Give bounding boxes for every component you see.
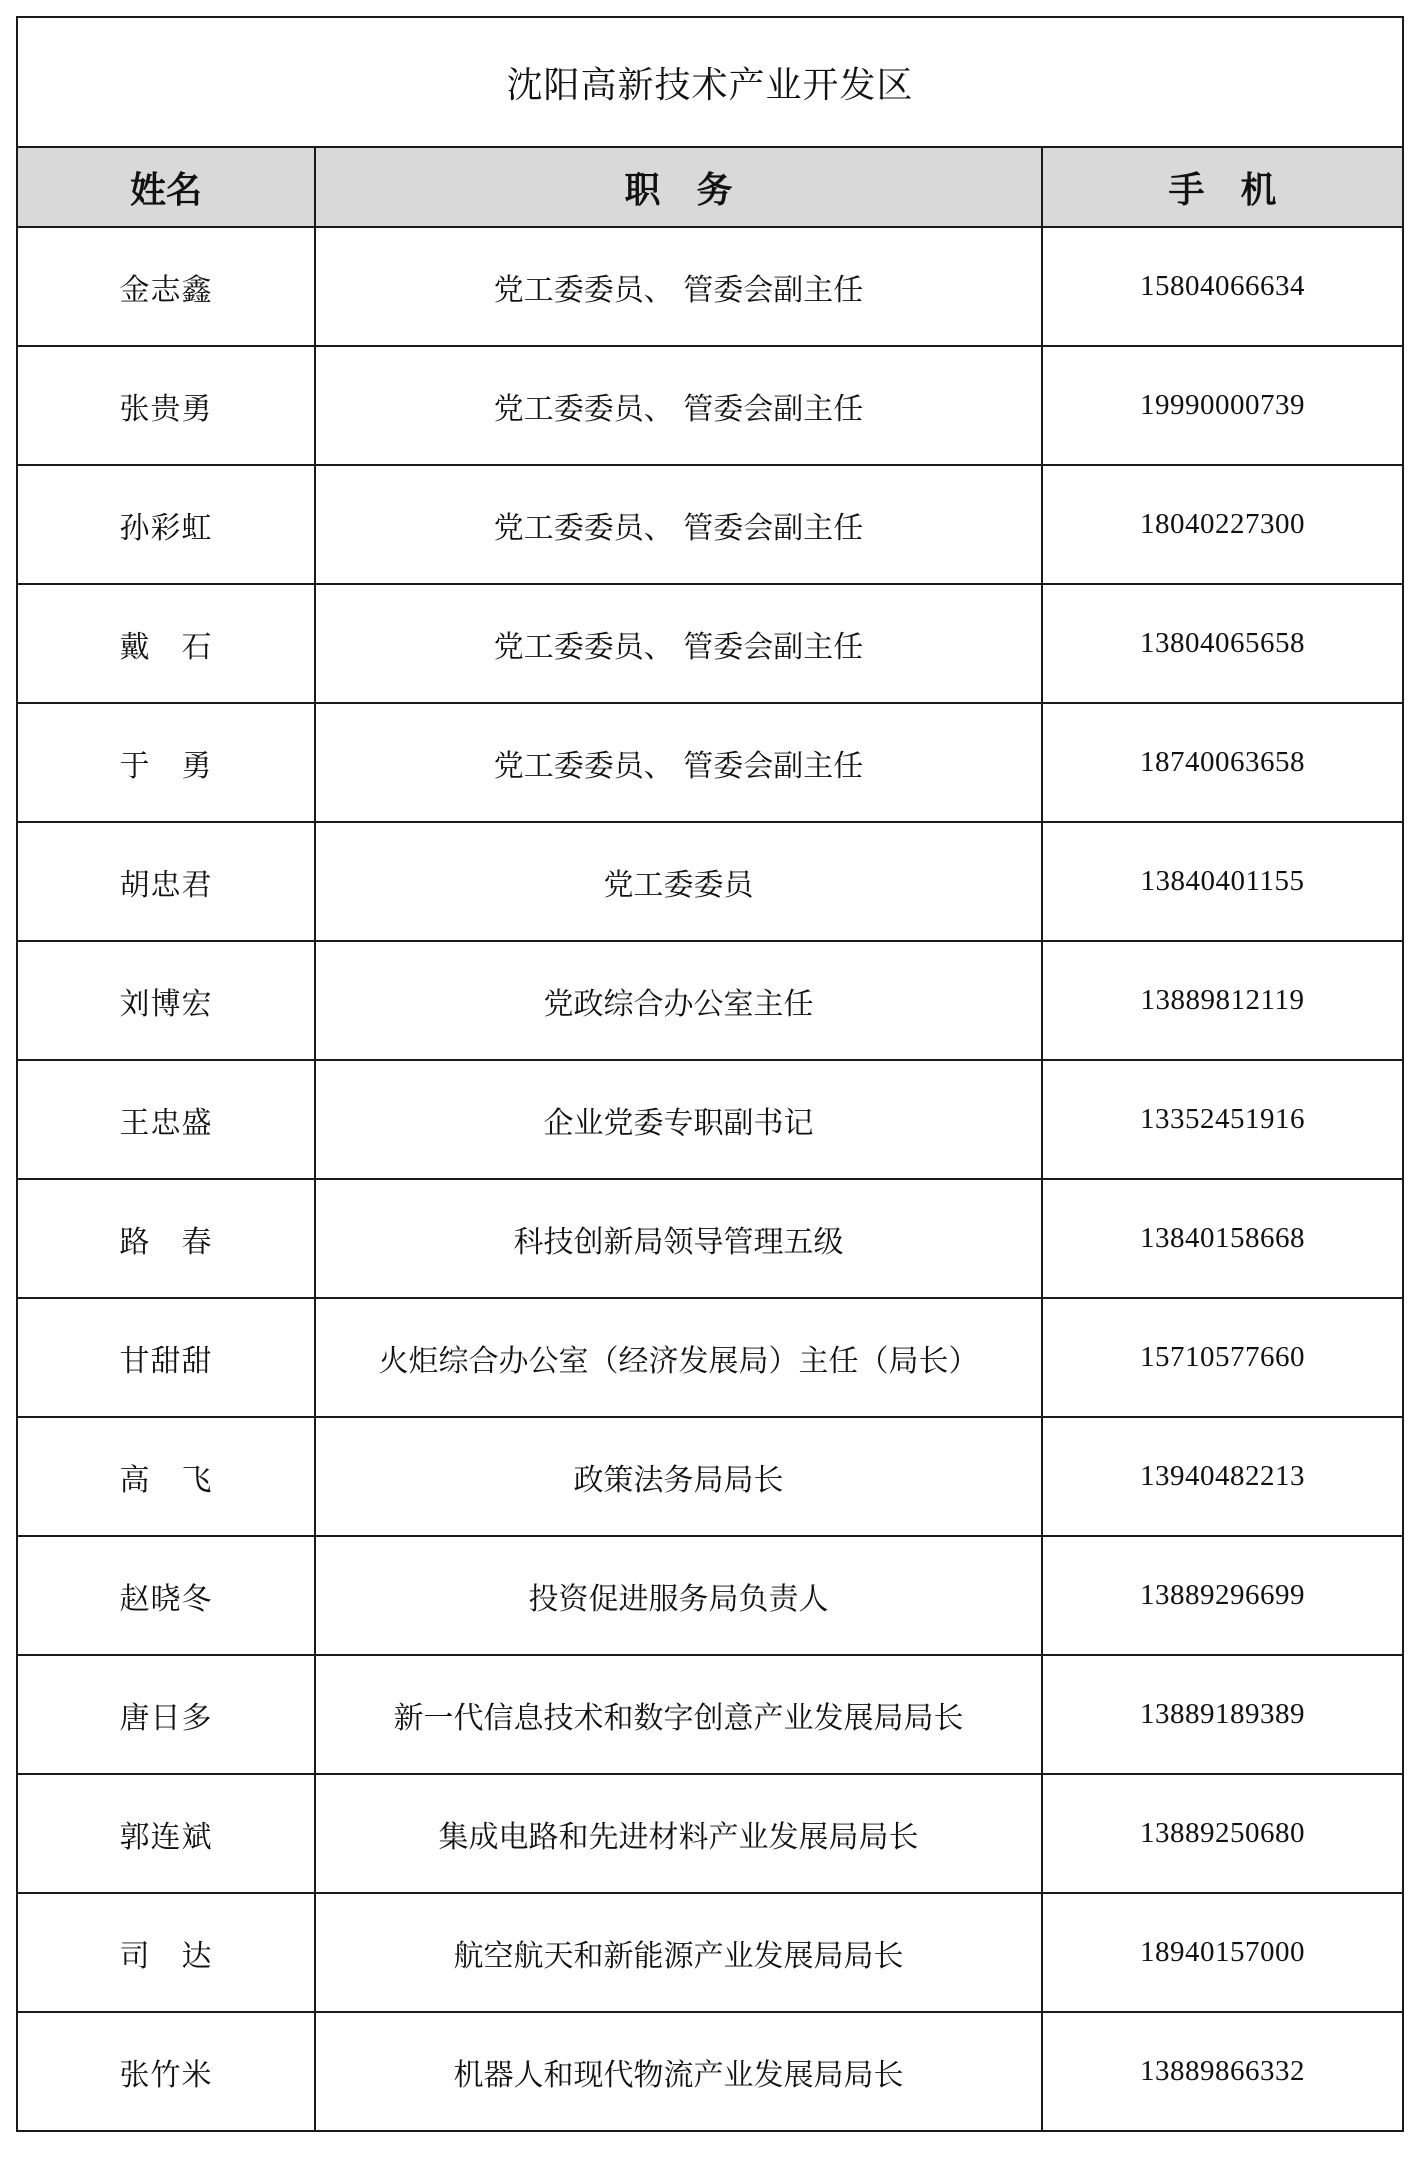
person-name: 于 勇 bbox=[17, 703, 315, 822]
person-name: 高 飞 bbox=[17, 1417, 315, 1536]
person-position: 党工委委员、 管委会副主任 bbox=[315, 465, 1042, 584]
table-row bbox=[17, 1417, 1403, 1536]
person-position: 党工委委员、 管委会副主任 bbox=[315, 227, 1042, 346]
person-name: 路 春 bbox=[17, 1179, 315, 1298]
person-name: 郭连斌 bbox=[17, 1774, 315, 1893]
person-name: 王忠盛 bbox=[17, 1060, 315, 1179]
person-name: 金志鑫 bbox=[17, 227, 315, 346]
person-position: 机器人和现代物流产业发展局局长 bbox=[315, 2012, 1042, 2131]
table-row bbox=[17, 941, 1403, 1060]
person-name: 刘博宏 bbox=[17, 941, 315, 1060]
header-row bbox=[17, 147, 1403, 227]
person-name: 孙彩虹 bbox=[17, 465, 315, 584]
person-phone: 13840158668 bbox=[1042, 1179, 1403, 1298]
person-phone: 15710577660 bbox=[1042, 1298, 1403, 1417]
person-name: 甘甜甜 bbox=[17, 1298, 315, 1417]
person-phone: 13804065658 bbox=[1042, 584, 1403, 703]
person-name: 张竹米 bbox=[17, 2012, 315, 2131]
table-row bbox=[17, 584, 1403, 703]
person-position: 企业党委专职副书记 bbox=[315, 1060, 1042, 1179]
person-name: 胡忠君 bbox=[17, 822, 315, 941]
person-position: 科技创新局领导管理五级 bbox=[315, 1179, 1042, 1298]
person-phone: 15804066634 bbox=[1042, 227, 1403, 346]
table-row bbox=[17, 1536, 1403, 1655]
contact-directory-table bbox=[16, 16, 1404, 2132]
table-row bbox=[17, 346, 1403, 465]
person-position: 党工委委员、 管委会副主任 bbox=[315, 584, 1042, 703]
person-name: 唐日多 bbox=[17, 1655, 315, 1774]
table-row bbox=[17, 822, 1403, 941]
table-row bbox=[17, 2012, 1403, 2131]
table-row bbox=[17, 1774, 1403, 1893]
table-row bbox=[17, 1179, 1403, 1298]
table-body bbox=[17, 227, 1403, 2131]
person-position: 党工委委员、 管委会副主任 bbox=[315, 346, 1042, 465]
person-phone: 13889189389 bbox=[1042, 1655, 1403, 1774]
person-phone: 13889250680 bbox=[1042, 1774, 1403, 1893]
person-phone: 19990000739 bbox=[1042, 346, 1403, 465]
person-phone: 18740063658 bbox=[1042, 703, 1403, 822]
table-row bbox=[17, 1298, 1403, 1417]
person-position: 火炬综合办公室（经济发展局）主任（局长） bbox=[315, 1298, 1042, 1417]
table-row bbox=[17, 703, 1403, 822]
person-position: 投资促进服务局负责人 bbox=[315, 1536, 1042, 1655]
person-phone: 18940157000 bbox=[1042, 1893, 1403, 2012]
person-phone: 13889866332 bbox=[1042, 2012, 1403, 2131]
header-phone: 手 机 bbox=[1042, 147, 1403, 227]
person-phone: 13889812119 bbox=[1042, 941, 1403, 1060]
person-position: 新一代信息技术和数字创意产业发展局局长 bbox=[315, 1655, 1042, 1774]
person-position: 党工委委员、 管委会副主任 bbox=[315, 703, 1042, 822]
person-name: 戴 石 bbox=[17, 584, 315, 703]
header-name: 姓名 bbox=[17, 147, 315, 227]
person-name: 司 达 bbox=[17, 1893, 315, 2012]
person-phone: 13352451916 bbox=[1042, 1060, 1403, 1179]
person-phone: 13840401155 bbox=[1042, 822, 1403, 941]
header-position: 职 务 bbox=[315, 147, 1042, 227]
person-position: 集成电路和先进材料产业发展局局长 bbox=[315, 1774, 1042, 1893]
person-phone: 18040227300 bbox=[1042, 465, 1403, 584]
title-row bbox=[17, 17, 1403, 147]
table-row bbox=[17, 1893, 1403, 2012]
person-name: 张贵勇 bbox=[17, 346, 315, 465]
person-name: 赵晓冬 bbox=[17, 1536, 315, 1655]
person-phone: 13889296699 bbox=[1042, 1536, 1403, 1655]
table-row bbox=[17, 465, 1403, 584]
person-position: 政策法务局局长 bbox=[315, 1417, 1042, 1536]
table-row bbox=[17, 227, 1403, 346]
table-title: 沈阳高新技术产业开发区 bbox=[17, 17, 1403, 147]
table-row bbox=[17, 1060, 1403, 1179]
person-phone: 13940482213 bbox=[1042, 1417, 1403, 1536]
person-position: 党工委委员 bbox=[315, 822, 1042, 941]
person-position: 航空航天和新能源产业发展局局长 bbox=[315, 1893, 1042, 2012]
person-position: 党政综合办公室主任 bbox=[315, 941, 1042, 1060]
table-row bbox=[17, 1655, 1403, 1774]
